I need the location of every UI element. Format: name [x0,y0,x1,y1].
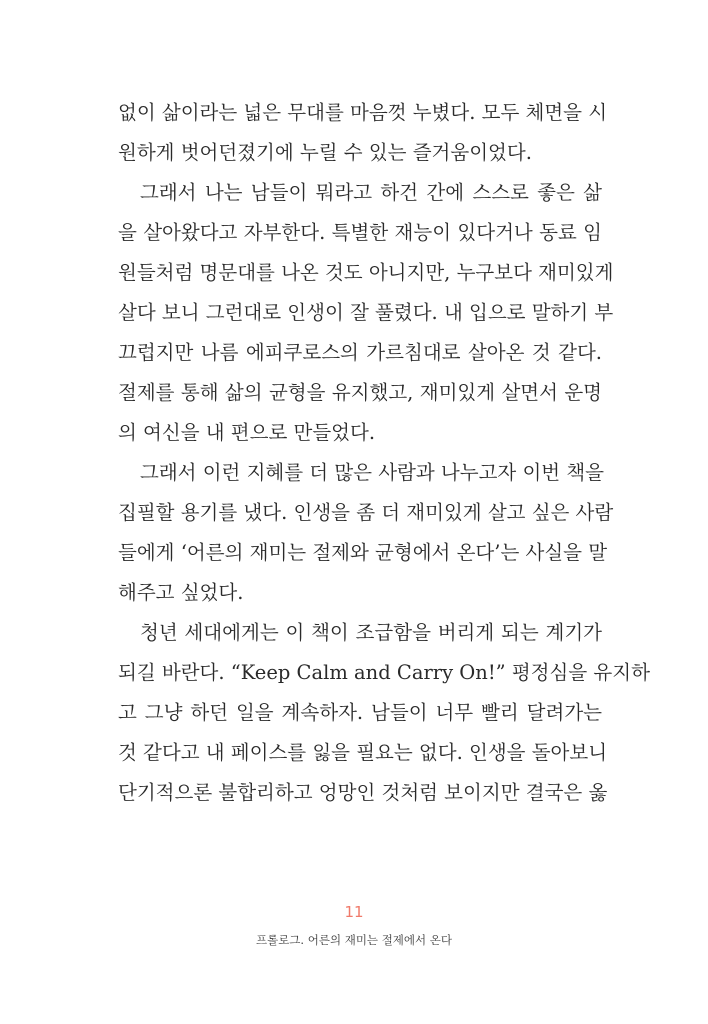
body-text [118,93,650,813]
text-line: 살다 보니 그런대로 인생이 잘 풀렸다. 내 입으로 말하기 부 [118,301,614,324]
paragraph [118,173,614,453]
paragraph [118,613,650,813]
text-line: 고 그냥 하던 일을 계속하자. 남들이 너무 빨리 달려가는 [118,701,602,724]
text-line: 그래서 나는 남들이 뭐라고 하건 간에 스스로 좋은 삶 [140,181,602,204]
text-line: 들에게 ‘어른의 재미는 절제와 균형에서 온다’는 사실을 말 [118,541,608,564]
text-line: 청년 세대에게는 이 책이 조급함을 버리게 되는 계기가 [140,621,602,644]
paragraph [118,93,608,173]
text-line: 해주고 싶었다. [118,581,244,604]
text-line: 절제를 통해 삶의 균형을 유지했고, 재미있게 살면서 운명 [118,381,602,404]
text-line: 끄럽지만 나름 에피쿠로스의 가르침대로 살아온 것 같다. [118,341,602,364]
text-line: 없이 삶이라는 넓은 무대를 마음껏 누볐다. 모두 체면을 시 [118,101,608,124]
running-footer: 프롤로그. 어른의 재미는 절제에서 온다 [255,933,453,947]
text-line: 것 같다고 내 페이스를 잃을 필요는 없다. 인생을 돌아보니 [118,741,608,764]
text-line: 그래서 이런 지혜를 더 많은 사람과 나누고자 이번 책을 [140,461,605,484]
text-line: 단기적으론 불합리하고 엉망인 것처럼 보이지만 결국은 옳 [118,781,608,804]
text-line: 원하게 벗어던졌기에 누릴 수 있는 즐거움이었다. [118,141,532,164]
text-line: 을 살아왔다고 자부한다. 특별한 재능이 있다거나 동료 임 [118,221,602,244]
paragraph [118,453,614,613]
text-line: 집필할 용기를 냈다. 인생을 좀 더 재미있게 살고 싶은 사람 [118,501,614,524]
text-line: 원들처럼 명문대를 나온 것도 아니지만, 누구보다 재미있게 [118,261,614,284]
text-line: 되길 바란다. “Keep Calm and Carry On!” 평정심을 유지하 [118,661,650,684]
page-number: 11 [344,903,364,921]
text-line: 의 여신을 내 편으로 만들었다. [118,421,376,444]
